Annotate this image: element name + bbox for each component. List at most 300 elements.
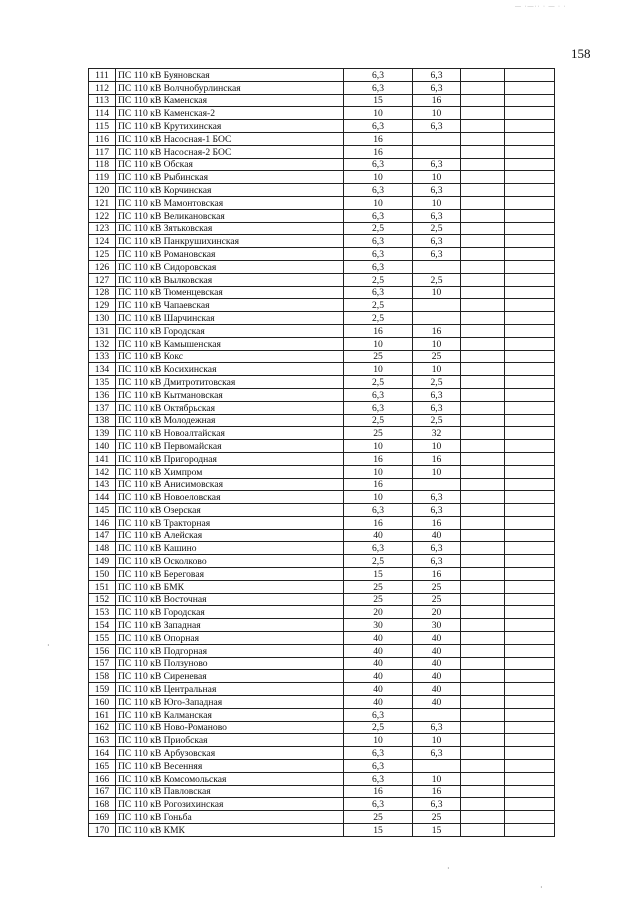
table-row [89,69,555,82]
row-number-cell: 138 [89,414,116,427]
table-row [89,465,555,478]
transformer-1-capacity-cell: 6,3 [344,747,413,760]
substation-name-cell: ПС 110 кВ Городская [116,324,344,337]
transformer-2-capacity-cell: 40 [413,644,461,657]
table-row [89,299,555,312]
table-row [89,312,555,325]
empty-cell [461,184,505,197]
transformer-2-capacity-cell: 16 [413,785,461,798]
empty-cell [461,145,505,158]
substation-name-cell: ПС 110 кВ Осколково [116,555,344,568]
transformer-1-capacity-cell: 6,3 [344,708,413,721]
row-number-cell: 125 [89,248,116,261]
empty-cell [461,478,505,491]
table-row [89,452,555,465]
table-row [89,132,555,145]
empty-cell [505,824,555,837]
row-number-cell: 153 [89,606,116,619]
transformer-1-capacity-cell: 15 [344,568,413,581]
table-row [89,196,555,209]
substation-name-cell: ПС 110 кВ Весенняя [116,760,344,773]
transformer-1-capacity-cell: 15 [344,824,413,837]
table-row [89,222,555,235]
substation-name-cell: ПС 110 кВ Новоалтайская [116,427,344,440]
transformer-1-capacity-cell: 6,3 [344,798,413,811]
empty-cell [505,619,555,632]
transformer-1-capacity-cell: 6,3 [344,388,413,401]
empty-cell [461,414,505,427]
empty-cell [505,644,555,657]
transformer-2-capacity-cell: 10 [413,363,461,376]
row-number-cell: 140 [89,440,116,453]
transformer-1-capacity-cell: 6,3 [344,209,413,222]
empty-cell [461,504,505,517]
empty-cell [461,81,505,94]
transformer-1-capacity-cell: 10 [344,363,413,376]
transformer-1-capacity-cell: 40 [344,529,413,542]
row-number-cell: 159 [89,683,116,696]
row-number-cell: 144 [89,491,116,504]
empty-cell [461,209,505,222]
substation-name-cell: ПС 110 кВ Тюменцевская [116,286,344,299]
empty-cell [461,683,505,696]
empty-cell [505,580,555,593]
empty-cell [505,516,555,529]
empty-cell [461,350,505,363]
empty-cell [461,132,505,145]
transformer-2-capacity-cell [413,260,461,273]
table-row [89,734,555,747]
empty-cell [505,785,555,798]
empty-cell [505,248,555,261]
table-row [89,273,555,286]
transformer-2-capacity-cell: 16 [413,94,461,107]
row-number-cell: 135 [89,376,116,389]
table-row [89,721,555,734]
empty-cell [461,529,505,542]
substation-name-cell: ПС 110 кВ Центральная [116,683,344,696]
substation-name-cell: ПС 110 кВ Приобская [116,734,344,747]
empty-cell [505,504,555,517]
substation-name-cell: ПС 110 кВ Буяновская [116,69,344,82]
empty-cell [461,171,505,184]
transformer-2-capacity-cell [413,132,461,145]
substation-name-cell: ПС 110 кВ Пригородная [116,452,344,465]
transformer-2-capacity-cell: 40 [413,683,461,696]
row-number-cell: 117 [89,145,116,158]
empty-cell [505,222,555,235]
table-row [89,324,555,337]
empty-cell [505,555,555,568]
substation-table [88,68,555,837]
substation-name-cell: ПС 110 кВ Волчнобурлинская [116,81,344,94]
substation-name-cell: ПС 110 кВ Крутихинская [116,120,344,133]
transformer-2-capacity-cell: 25 [413,350,461,363]
empty-cell [461,657,505,670]
transformer-1-capacity-cell: 25 [344,593,413,606]
row-number-cell: 141 [89,452,116,465]
transformer-1-capacity-cell: 16 [344,785,413,798]
transformer-1-capacity-cell: 10 [344,171,413,184]
row-number-cell: 122 [89,209,116,222]
transformer-2-capacity-cell: 6,3 [413,542,461,555]
substation-name-cell: ПС 110 кВ Молодежная [116,414,344,427]
table-row [89,785,555,798]
transformer-2-capacity-cell: 25 [413,593,461,606]
empty-cell [461,747,505,760]
transformer-2-capacity-cell: 20 [413,606,461,619]
row-number-cell: 134 [89,363,116,376]
transformer-2-capacity-cell: 6,3 [413,158,461,171]
table-row [89,248,555,261]
table-row [89,619,555,632]
empty-cell [505,401,555,414]
substation-name-cell: ПС 110 кВ Насосная-1 БОС [116,132,344,145]
empty-cell [505,568,555,581]
table-row [89,158,555,171]
table-row [89,824,555,837]
transformer-2-capacity-cell: 32 [413,427,461,440]
empty-cell [461,542,505,555]
empty-cell [505,465,555,478]
table-row [89,772,555,785]
empty-cell [505,388,555,401]
substation-name-cell: ПС 110 кВ Сидоровская [116,260,344,273]
transformer-1-capacity-cell: 6,3 [344,542,413,555]
substation-name-cell: ПС 110 кВ Сиреневая [116,670,344,683]
transformer-1-capacity-cell: 6,3 [344,69,413,82]
transformer-2-capacity-cell: 6,3 [413,491,461,504]
empty-cell [461,324,505,337]
transformer-2-capacity-cell: 6,3 [413,69,461,82]
substation-name-cell: ПС 110 кВ Октябрьская [116,401,344,414]
row-number-cell: 123 [89,222,116,235]
transformer-2-capacity-cell: 6,3 [413,798,461,811]
row-number-cell: 132 [89,337,116,350]
transformer-1-capacity-cell: 6,3 [344,235,413,248]
transformer-1-capacity-cell: 6,3 [344,286,413,299]
substation-name-cell: ПС 110 кВ Романовская [116,248,344,261]
empty-cell [505,324,555,337]
table-row [89,376,555,389]
row-number-cell: 167 [89,785,116,798]
substation-name-cell: ПС 110 кВ Тракторная [116,516,344,529]
empty-cell [505,708,555,721]
transformer-1-capacity-cell: 10 [344,337,413,350]
row-number-cell: 163 [89,734,116,747]
empty-cell [505,120,555,133]
substation-name-cell: ПС 110 кВ Каменская [116,94,344,107]
transformer-1-capacity-cell: 6,3 [344,120,413,133]
row-number-cell: 157 [89,657,116,670]
transformer-2-capacity-cell: 10 [413,196,461,209]
substation-name-cell: ПС 110 кВ Камышенская [116,337,344,350]
table-row [89,696,555,709]
empty-cell [505,670,555,683]
row-number-cell: 127 [89,273,116,286]
row-number-cell: 154 [89,619,116,632]
empty-cell [461,107,505,120]
table-row [89,145,555,158]
transformer-2-capacity-cell: 16 [413,324,461,337]
empty-cell [461,734,505,747]
transformer-1-capacity-cell: 2,5 [344,299,413,312]
transformer-1-capacity-cell: 40 [344,683,413,696]
table-row [89,107,555,120]
table-row [89,350,555,363]
empty-cell [461,644,505,657]
transformer-2-capacity-cell [413,760,461,773]
transformer-2-capacity-cell: 6,3 [413,555,461,568]
transformer-1-capacity-cell: 10 [344,465,413,478]
table-row [89,491,555,504]
transformer-2-capacity-cell: 6,3 [413,388,461,401]
empty-cell [505,350,555,363]
substation-name-cell: ПС 110 кВ Озерская [116,504,344,517]
empty-cell [505,696,555,709]
table-row [89,427,555,440]
empty-cell [461,708,505,721]
transformer-1-capacity-cell: 16 [344,478,413,491]
scan-speck: · [447,864,450,873]
transformer-1-capacity-cell: 6,3 [344,772,413,785]
substation-name-cell: ПС 110 кВ Мамонтовская [116,196,344,209]
row-number-cell: 112 [89,81,116,94]
empty-cell [461,721,505,734]
substation-name-cell: ПС 110 кВ Гоньба [116,811,344,824]
empty-cell [461,363,505,376]
table-row [89,580,555,593]
substation-name-cell: ПС 110 кВ Подгорная [116,644,344,657]
table-row [89,209,555,222]
row-number-cell: 121 [89,196,116,209]
empty-cell [505,299,555,312]
table-row [89,555,555,568]
row-number-cell: 129 [89,299,116,312]
row-number-cell: 118 [89,158,116,171]
substation-name-cell: ПС 110 кВ Химпром [116,465,344,478]
transformer-1-capacity-cell: 10 [344,734,413,747]
empty-cell [461,465,505,478]
empty-cell [505,772,555,785]
table-row [89,478,555,491]
table-row [89,363,555,376]
empty-cell [505,478,555,491]
transformer-2-capacity-cell: 2,5 [413,273,461,286]
empty-cell [461,260,505,273]
empty-cell [461,388,505,401]
table-row [89,184,555,197]
substation-name-cell: ПС 110 кВ Комсомольская [116,772,344,785]
transformer-1-capacity-cell: 10 [344,440,413,453]
transformer-2-capacity-cell: 2,5 [413,376,461,389]
empty-cell [505,107,555,120]
transformer-2-capacity-cell: 25 [413,580,461,593]
transformer-2-capacity-cell: 6,3 [413,184,461,197]
table-row [89,286,555,299]
row-number-cell: 166 [89,772,116,785]
transformer-1-capacity-cell: 40 [344,644,413,657]
transformer-1-capacity-cell: 6,3 [344,504,413,517]
transformer-1-capacity-cell: 10 [344,107,413,120]
table-row [89,260,555,273]
substation-name-cell: ПС 110 кВ Обская [116,158,344,171]
row-number-cell: 146 [89,516,116,529]
transformer-2-capacity-cell: 40 [413,657,461,670]
scan-speck: · [47,641,50,650]
transformer-2-capacity-cell: 6,3 [413,209,461,222]
empty-cell [505,260,555,273]
transformer-2-capacity-cell: 6,3 [413,721,461,734]
table-row [89,504,555,517]
empty-cell [505,273,555,286]
substation-name-cell: ПС 110 кВ Павловская [116,785,344,798]
transformer-1-capacity-cell: 6,3 [344,760,413,773]
substation-name-cell: ПС 110 кВ Береговая [116,568,344,581]
table-row [89,401,555,414]
scan-speck: · [540,883,543,892]
transformer-1-capacity-cell: 6,3 [344,260,413,273]
empty-cell [461,798,505,811]
substation-name-cell: ПС 110 кВ Каменская-2 [116,107,344,120]
transformer-2-capacity-cell: 6,3 [413,401,461,414]
row-number-cell: 151 [89,580,116,593]
empty-cell [505,632,555,645]
empty-cell [461,772,505,785]
empty-cell [461,632,505,645]
substation-name-cell: ПС 110 кВ Западная [116,619,344,632]
transformer-2-capacity-cell [413,299,461,312]
table-row [89,606,555,619]
transformer-1-capacity-cell: 25 [344,427,413,440]
transformer-2-capacity-cell: 6,3 [413,81,461,94]
transformer-2-capacity-cell: 16 [413,516,461,529]
table-row [89,529,555,542]
substation-name-cell: ПС 110 кВ Восточная [116,593,344,606]
empty-cell [461,568,505,581]
transformer-2-capacity-cell: 40 [413,670,461,683]
transformer-1-capacity-cell: 10 [344,196,413,209]
substation-name-cell: ПС 110 кВ Чапаевская [116,299,344,312]
row-number-cell: 160 [89,696,116,709]
substation-name-cell: ПС 110 кВ Корчинская [116,184,344,197]
substation-name-cell: ПС 110 кВ Городская [116,606,344,619]
row-number-cell: 158 [89,670,116,683]
substation-name-cell: ПС 110 кВ Кытмановская [116,388,344,401]
empty-cell [505,158,555,171]
empty-cell [505,145,555,158]
substation-name-cell: ПС 110 кВ БМК [116,580,344,593]
transformer-2-capacity-cell: 2,5 [413,414,461,427]
transformer-1-capacity-cell: 16 [344,132,413,145]
transformer-2-capacity-cell: 6,3 [413,120,461,133]
transformer-1-capacity-cell: 15 [344,94,413,107]
table-row [89,542,555,555]
empty-cell [461,491,505,504]
table-row [89,414,555,427]
row-number-cell: 161 [89,708,116,721]
transformer-2-capacity-cell: 16 [413,452,461,465]
empty-cell [461,580,505,593]
substation-name-cell: ПС 110 кВ Первомайская [116,440,344,453]
transformer-1-capacity-cell: 6,3 [344,184,413,197]
transformer-2-capacity-cell: 10 [413,107,461,120]
transformer-1-capacity-cell: 40 [344,632,413,645]
transformer-1-capacity-cell: 40 [344,696,413,709]
substation-name-cell: ПС 110 кВ Великановская [116,209,344,222]
transformer-1-capacity-cell: 2,5 [344,312,413,325]
empty-cell [461,440,505,453]
transformer-2-capacity-cell: 10 [413,440,461,453]
empty-cell [461,337,505,350]
transformer-2-capacity-cell: 40 [413,696,461,709]
table-row [89,657,555,670]
transformer-1-capacity-cell: 16 [344,452,413,465]
empty-cell [461,452,505,465]
empty-cell [505,414,555,427]
transformer-1-capacity-cell: 40 [344,670,413,683]
empty-cell [505,363,555,376]
empty-cell [461,273,505,286]
empty-cell [461,811,505,824]
table-row [89,644,555,657]
row-number-cell: 119 [89,171,116,184]
transformer-1-capacity-cell: 25 [344,580,413,593]
transformer-1-capacity-cell: 20 [344,606,413,619]
row-number-cell: 162 [89,721,116,734]
transformer-1-capacity-cell: 25 [344,811,413,824]
empty-cell [461,427,505,440]
row-number-cell: 113 [89,94,116,107]
transformer-1-capacity-cell: 40 [344,657,413,670]
empty-cell [461,312,505,325]
empty-cell [505,286,555,299]
table-row [89,708,555,721]
empty-cell [461,248,505,261]
empty-cell [505,747,555,760]
empty-cell [505,81,555,94]
substation-name-cell: ПС 110 кВ Дмитротитовская [116,376,344,389]
empty-cell [505,734,555,747]
transformer-2-capacity-cell: 10 [413,465,461,478]
transformer-2-capacity-cell: 6,3 [413,504,461,517]
page-number: 158 [571,46,591,61]
substation-name-cell: ПС 110 кВ Кокс [116,350,344,363]
transformer-2-capacity-cell: 10 [413,171,461,184]
table-row [89,747,555,760]
transformer-1-capacity-cell: 2,5 [344,414,413,427]
transformer-1-capacity-cell: 2,5 [344,273,413,286]
empty-cell [505,760,555,773]
table-row [89,235,555,248]
empty-cell [505,312,555,325]
transformer-1-capacity-cell: 2,5 [344,222,413,235]
row-number-cell: 168 [89,798,116,811]
row-number-cell: 130 [89,312,116,325]
empty-cell [461,69,505,82]
empty-cell [505,529,555,542]
transformer-2-capacity-cell: 10 [413,337,461,350]
transformer-2-capacity-cell: 10 [413,734,461,747]
empty-cell [461,670,505,683]
transformer-2-capacity-cell [413,708,461,721]
substation-name-cell: ПС 110 кВ Вылковская [116,273,344,286]
substation-name-cell: ПС 110 кВ Шарчинская [116,312,344,325]
empty-cell [505,94,555,107]
empty-cell [461,120,505,133]
transformer-1-capacity-cell: 25 [344,350,413,363]
table-row [89,94,555,107]
